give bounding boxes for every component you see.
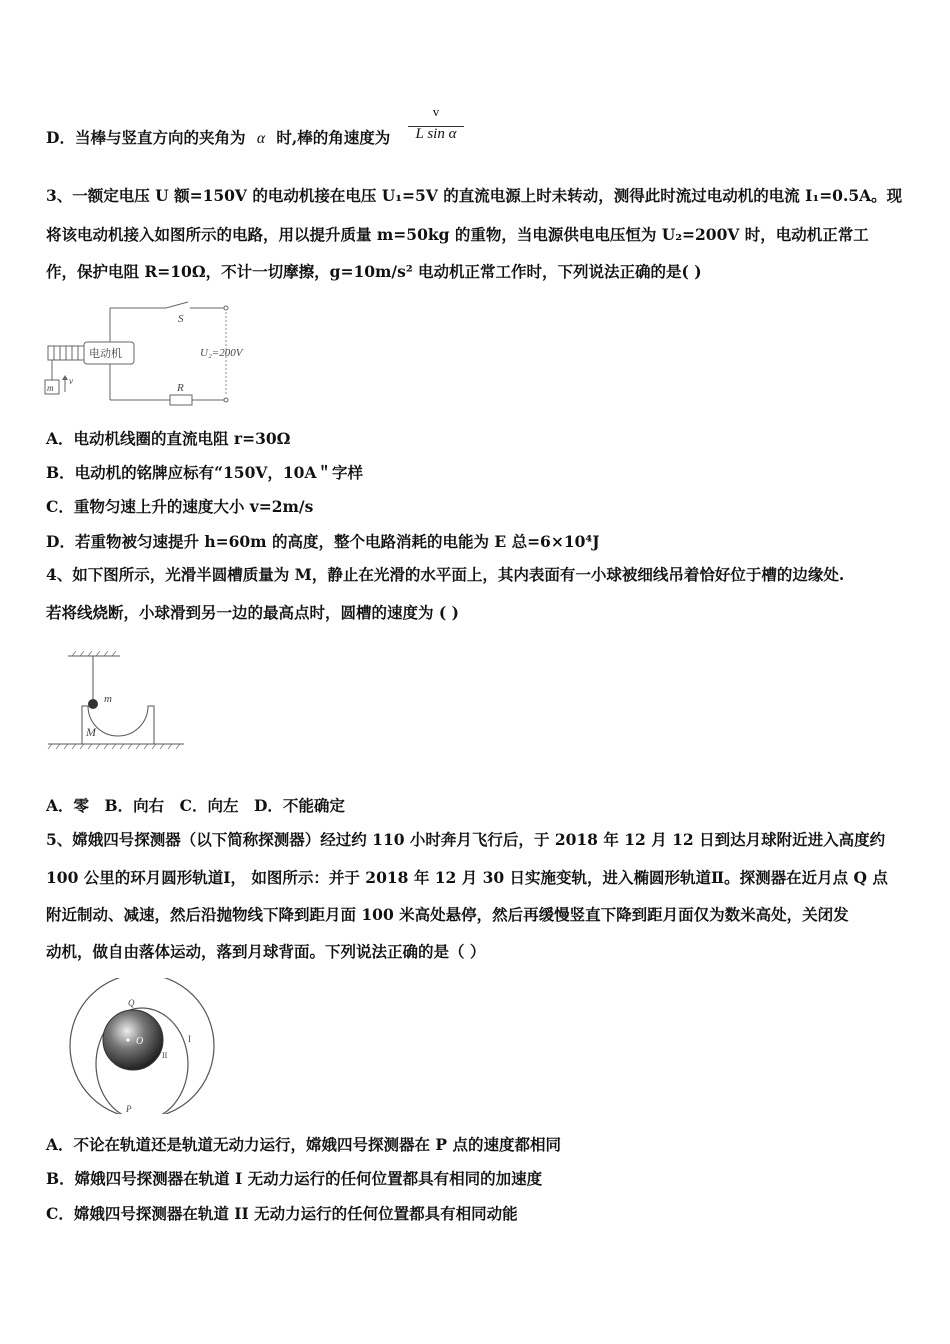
switch-label: S xyxy=(178,313,184,325)
q5-option-b: B．嫦娥四号探测器在轨道 I 无动力运行的任何位置都具有相同的加速度 xyxy=(46,1169,543,1188)
q5-line3: 附近制动、减速，然后沿抛物线下降到距月面 100 米高处悬停，然后再缓慢竖直下降到距月面仅为数米高处，关闭发 xyxy=(46,905,849,924)
q3-line1: 3、一额定电压 U 额=150V 的电动机接在电压 U₁=5V 的直流电源上时未转动，测得此时流过电动机的电流 I₁=0.5A。现 xyxy=(46,186,903,205)
q4-line2: 若将线烧断，小球滑到另一边的最高点时，圆槽的速度为 ( ) xyxy=(46,603,459,622)
moon-center-dot xyxy=(126,1038,129,1041)
q-label: Q xyxy=(128,998,135,1008)
ball xyxy=(88,699,98,709)
q3-option-a: A．电动机线圈的直流电阻 r=30Ω xyxy=(46,429,291,448)
terminal-top xyxy=(224,306,228,310)
q5-line1: 5、嫦娥四号探测器（以下简称探测器）经过约 110 小时奔月飞行后，于 2018 年 12 月 12 日到达月球附近进入高度约 xyxy=(46,830,886,849)
q5-orbit-figure xyxy=(62,978,224,1114)
q4-line1: 4、如下图所示，光滑半圆槽质量为 M，静止在光滑的水平面上，其内表面有一小球被细线吊着恰好位于槽的边缘处. xyxy=(46,565,845,584)
q3-circuit-figure xyxy=(40,300,270,410)
velocity-label: v xyxy=(69,376,73,386)
q4-trough-figure xyxy=(44,648,194,752)
prev-option-d-text-after: 时,棒的角速度为 xyxy=(276,128,391,147)
q3-option-d: D．若重物被匀速提升 h=60m 的高度，整个电路消耗的电能为 E 总=6×10⁴J xyxy=(46,532,600,551)
orbit-one-label: I xyxy=(188,1034,191,1044)
q5-option-a: A．不论在轨道还是轨道无动力运行，嫦娥四号探测器在 P 点的速度都相同 xyxy=(46,1135,561,1154)
q3-option-b: B．电动机的铭牌应标有“150V，10A＂字样 xyxy=(46,463,363,482)
resistor xyxy=(170,395,192,405)
q3-line2: 将该电动机接入如图所示的电路，用以提升质量 m=50kg 的重物，当电源供电电压恒为 U₂=200V 时，电动机正常工 xyxy=(46,225,869,244)
prev-option-d-text-before: D．当棒与竖直方向的夹角为 xyxy=(46,128,246,147)
fraction-numerator: v xyxy=(432,104,440,119)
q3-option-c: C．重物匀速上升的速度大小 v=2m/s xyxy=(46,497,314,516)
terminal-bottom xyxy=(224,398,228,402)
motor-label: 电动机 xyxy=(89,348,122,360)
q5-option-c: C．嫦娥四号探测器在轨道 II 无动力运行的任何位置都具有相同动能 xyxy=(46,1204,518,1223)
resistor-label: R xyxy=(177,382,184,394)
alpha-symbol: α xyxy=(256,130,265,147)
voltage-label: U₂=200V xyxy=(200,347,243,359)
o-label: O xyxy=(136,1036,144,1047)
trough-label: M xyxy=(86,725,96,739)
q5-line4: 动机，做自由落体运动，落到月球背面。下列说法正确的是（ ） xyxy=(46,942,486,961)
q5-line2: 100 公里的环月圆形轨道Ⅰ， 如图所示：并于 2018 年 12 月 30 日实施变轨，进入椭圆形轨道Ⅱ。探测器在近月点 Q 点 xyxy=(46,868,888,887)
p-label: P xyxy=(126,1104,132,1114)
orbit-two-label: II xyxy=(162,1051,168,1060)
mass-label: m xyxy=(47,383,54,393)
q3-line3: 作，保护电阻 R=10Ω，不计一切摩擦，g=10m/s² 电动机正常工作时，下列说法正确的是( ) xyxy=(46,262,702,281)
q4-options: A．零 B．向右 C．向左 D．不能确定 xyxy=(46,796,345,815)
prev-option-d xyxy=(46,128,390,149)
switch-lever xyxy=(166,302,188,308)
ball-label: m xyxy=(104,693,112,705)
moon xyxy=(103,1010,163,1070)
fraction-denominator: L sin α xyxy=(415,126,457,142)
